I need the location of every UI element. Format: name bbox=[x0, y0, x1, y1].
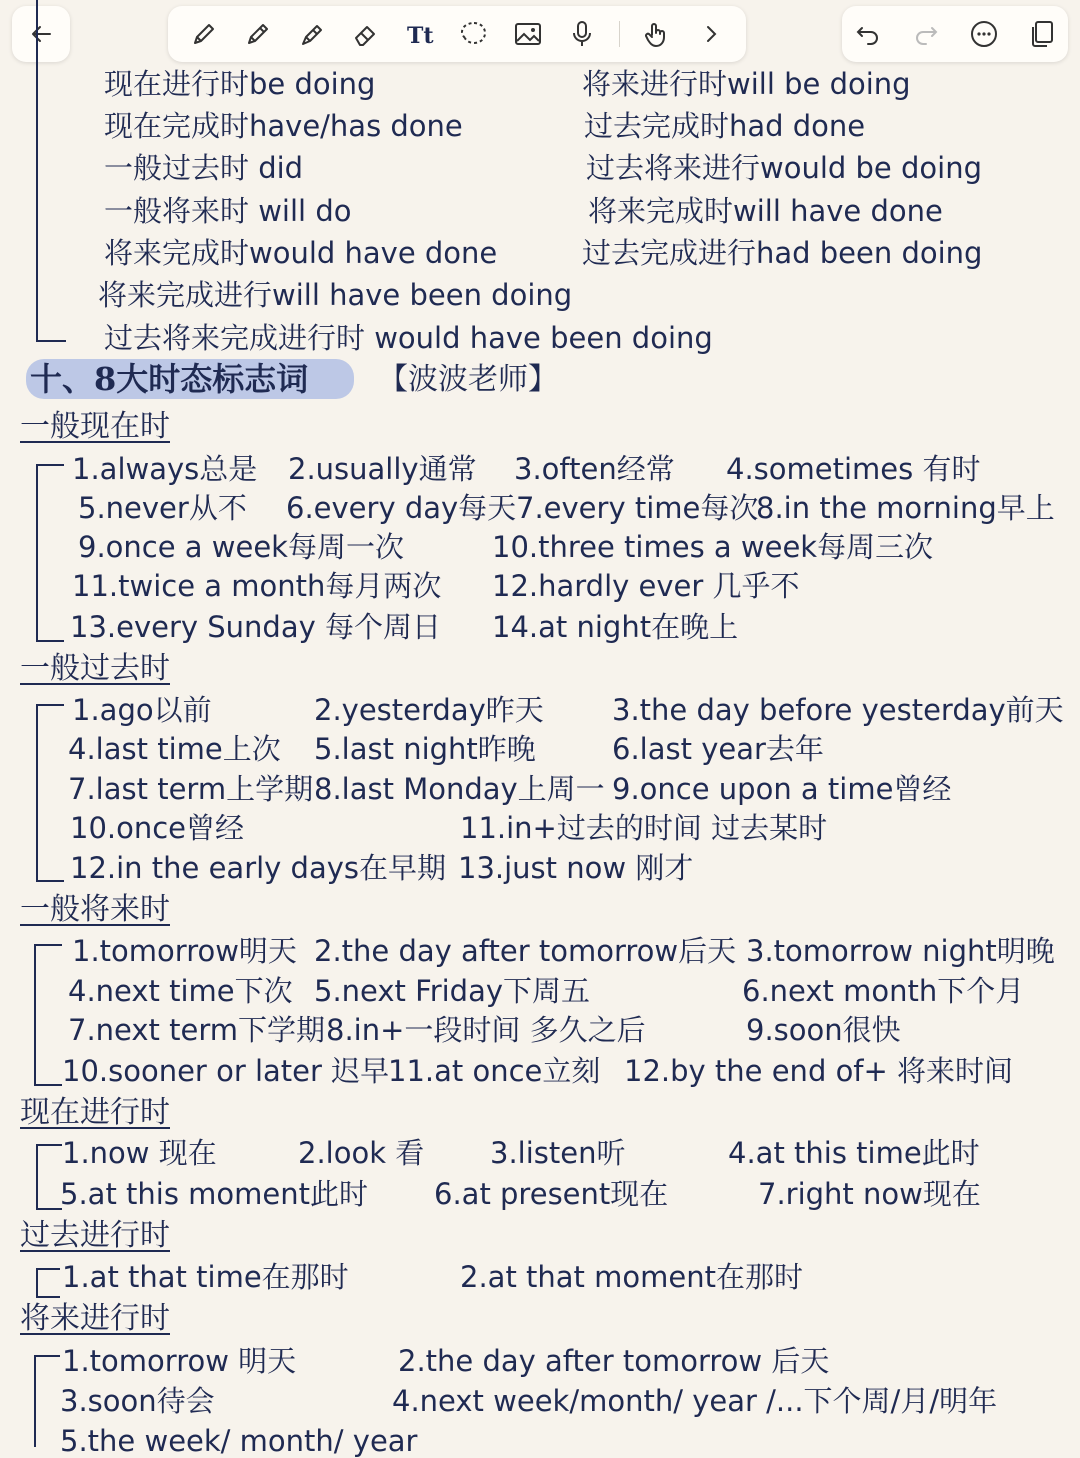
section-title-present-continuous: 现在进行时 bbox=[20, 1095, 170, 1130]
section-title-simple-past: 一般过去时 bbox=[20, 651, 170, 686]
section-title-simple-future: 一般将来时 bbox=[20, 892, 170, 927]
list-item: 6.at present现在 bbox=[434, 1177, 669, 1211]
list-item: 1.ago以前 bbox=[72, 693, 212, 727]
list-item: 6.every day每天 bbox=[286, 491, 517, 525]
list-item: 4.next week/month/ year /...下个周/月/明年 bbox=[392, 1384, 998, 1418]
list-item: 14.at night在晚上 bbox=[492, 610, 739, 644]
more-icon[interactable] bbox=[967, 17, 1001, 51]
tense-item: 将来完成进行will have been doing bbox=[98, 278, 573, 312]
tense-item: 过去将来进行would be doing bbox=[586, 151, 982, 185]
list-item: 12.by the end of+ 将来时间 bbox=[624, 1054, 1014, 1088]
tense-item: 过去完成进行had been doing bbox=[582, 236, 983, 270]
text-tool-icon[interactable] bbox=[403, 17, 437, 51]
page-title: 十、8大时态标志词 bbox=[30, 360, 309, 398]
list-item: 7.right now现在 bbox=[758, 1177, 981, 1211]
section-title-past-continuous: 过去进行时 bbox=[20, 1218, 170, 1253]
bracket bbox=[36, 1268, 60, 1298]
list-item: 12.in the early days在早期 bbox=[70, 851, 447, 885]
list-item: 5.at this moment此时 bbox=[60, 1177, 368, 1211]
list-item: 11.twice a month每月两次 bbox=[72, 569, 442, 603]
highlighter-icon[interactable] bbox=[295, 17, 329, 51]
tense-item: 过去完成时had done bbox=[584, 109, 866, 143]
list-item: 11.at once立刻 bbox=[388, 1054, 601, 1088]
list-item: 3.tomorrow night明晚 bbox=[746, 934, 1055, 968]
list-item: 1.tomorrow明天 bbox=[72, 934, 297, 968]
list-item: 11.in+过去的时间 过去某时 bbox=[460, 811, 828, 845]
list-item: 5.the week/ month/ year bbox=[60, 1424, 418, 1458]
chevron-right-icon[interactable] bbox=[694, 17, 728, 51]
list-item: 5.next Friday下周五 bbox=[314, 974, 591, 1008]
tense-item: 一般将来时 will do bbox=[104, 194, 352, 228]
list-item: 1.now 现在 bbox=[62, 1136, 217, 1170]
list-item: 12.hardly ever 几乎不 bbox=[492, 569, 800, 603]
tense-item: 将来进行时will be doing bbox=[582, 67, 911, 101]
author-label: 【波波老师】 bbox=[378, 362, 558, 397]
list-item: 2.yesterday昨天 bbox=[314, 693, 544, 727]
list-item: 10.once曾经 bbox=[70, 811, 245, 845]
list-item: 9.once upon a time曾经 bbox=[612, 772, 952, 806]
bracket bbox=[34, 1355, 60, 1447]
list-item: 1.always总是 bbox=[72, 452, 258, 486]
touch-icon[interactable] bbox=[640, 17, 674, 51]
tense-item: 将来完成时would have done bbox=[104, 236, 498, 270]
list-item: 8.in+一段时间 多久之后 bbox=[326, 1013, 646, 1047]
tense-item: 一般过去时 did bbox=[104, 151, 304, 185]
list-item: 2.at that moment在那时 bbox=[460, 1260, 803, 1294]
tense-item: 过去将来完成进行时 would have been doing bbox=[104, 321, 713, 355]
pen-icon[interactable] bbox=[187, 17, 221, 51]
bracket bbox=[34, 944, 62, 1086]
list-item: 5.last night昨晚 bbox=[314, 732, 536, 766]
toolbar-divider bbox=[619, 21, 620, 47]
list-item: 7.every time每次 bbox=[516, 491, 759, 525]
list-item: 3.listen听 bbox=[490, 1136, 626, 1170]
list-item: 2.the day after tomorrow 后天 bbox=[398, 1344, 830, 1378]
list-item: 4.next time下次 bbox=[68, 974, 293, 1008]
list-item: 8.last Monday上周一 bbox=[314, 772, 605, 806]
pencil-icon[interactable] bbox=[241, 17, 275, 51]
list-item: 1.tomorrow 明天 bbox=[62, 1344, 297, 1378]
section-title-simple-present: 一般现在时 bbox=[20, 409, 170, 444]
bracket bbox=[36, 464, 64, 642]
action-palette bbox=[842, 6, 1068, 62]
list-item: 6.next month下个月 bbox=[742, 974, 1025, 1008]
list-item: 13.every Sunday 每个周日 bbox=[70, 610, 441, 644]
pages-icon[interactable] bbox=[1025, 17, 1059, 51]
list-item: 8.in the morning早上 bbox=[756, 491, 1055, 525]
list-item: 9.once a week每周一次 bbox=[78, 530, 404, 564]
bracket bbox=[36, 0, 66, 342]
list-item: 7.next term下学期 bbox=[68, 1013, 326, 1047]
list-item: 2.usually通常 bbox=[288, 452, 477, 486]
list-item: 9.soon很快 bbox=[746, 1013, 901, 1047]
tense-item: 现在完成时have/has done bbox=[104, 109, 463, 143]
tense-item: 将来完成时will have done bbox=[588, 194, 943, 228]
list-item: 1.at that time在那时 bbox=[62, 1260, 349, 1294]
list-item: 3.often经常 bbox=[514, 452, 675, 486]
undo-icon[interactable] bbox=[851, 17, 885, 51]
bracket bbox=[36, 1144, 62, 1210]
list-item: 2.the day after tomorrow后天 bbox=[314, 934, 737, 968]
list-item: 4.at this time此时 bbox=[728, 1136, 980, 1170]
list-item: 3.soon待会 bbox=[60, 1384, 215, 1418]
lasso-icon[interactable] bbox=[457, 17, 491, 51]
list-item: 4.sometimes 有时 bbox=[726, 452, 981, 486]
list-item: 7.last term上学期 bbox=[68, 772, 314, 806]
list-item: 6.last year去年 bbox=[612, 732, 824, 766]
list-item: 3.the day before yesterday前天 bbox=[612, 693, 1064, 727]
list-item: 2.look 看 bbox=[298, 1136, 425, 1170]
list-item: 10.three times a week每周三次 bbox=[492, 530, 934, 564]
tool-palette bbox=[168, 6, 746, 62]
list-item: 10.sooner or later 迟早 bbox=[62, 1054, 390, 1088]
tense-item: 现在进行时be doing bbox=[104, 67, 376, 101]
bracket bbox=[36, 704, 64, 882]
section-title-future-continuous: 将来进行时 bbox=[20, 1301, 170, 1336]
image-icon[interactable] bbox=[511, 17, 545, 51]
svg-text:Tt: Tt bbox=[406, 23, 434, 49]
list-item: 13.just now 刚才 bbox=[458, 851, 694, 885]
list-item: 5.never从不 bbox=[78, 491, 247, 525]
list-item: 4.last time上次 bbox=[68, 732, 281, 766]
redo-icon[interactable] bbox=[909, 17, 943, 51]
microphone-icon[interactable] bbox=[565, 17, 599, 51]
toolbar bbox=[0, 0, 1080, 66]
eraser-icon[interactable] bbox=[349, 17, 383, 51]
